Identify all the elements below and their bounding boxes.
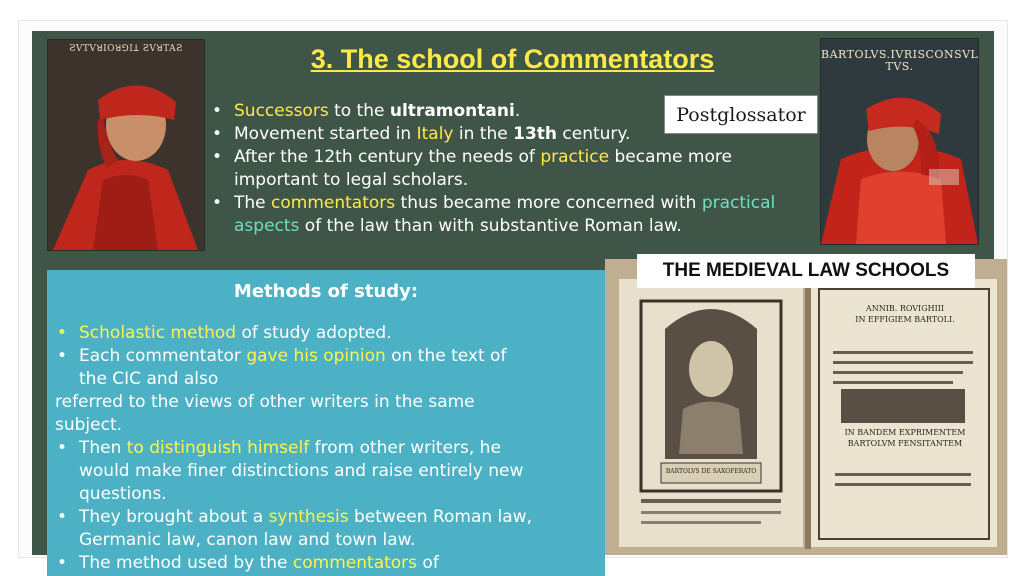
methods-line (47, 529, 605, 552)
bullet-dot: • (57, 438, 68, 458)
medieval-book-image (605, 259, 1007, 555)
bullet-text-run: practice (540, 147, 610, 167)
methods-title: Methods of study: (233, 281, 419, 302)
methods-text-run: of (417, 553, 439, 573)
methods-text-run: commentators (292, 553, 418, 573)
bullet-text-run: . (514, 101, 521, 121)
methods-text-run: to distinguish himself (126, 438, 310, 458)
bullet-text-run: commentators (271, 193, 396, 213)
right-portrait-image (820, 38, 979, 245)
bullet-text-run: century. (557, 124, 631, 144)
bullet-text-run: Successors (234, 101, 329, 121)
methods-text-run: would make finer distinctions and raise entirely new (79, 461, 524, 481)
methods-text-run: The method used by the (79, 553, 293, 573)
bullet-text-run: 13th (513, 124, 557, 144)
slide-title: 3. The school of Commentators (310, 44, 715, 74)
methods-line (47, 552, 605, 575)
bullet-dot: • (57, 553, 68, 573)
methods-text-run: referred to the views of other writers in the same (55, 392, 475, 412)
methods-line (47, 391, 605, 414)
postglossator-label: Postglossator (664, 95, 818, 134)
methods-text-run: Each commentator (79, 346, 247, 366)
methods-line (47, 506, 605, 529)
book-right-mid: IN BANDEM EXPRIMENTEM BARTOLVM FENSITANTEM (844, 428, 966, 448)
bullet-text-run: Movement started in (234, 124, 417, 144)
methods-text-run: Germanic law, canon law and town law. (79, 530, 416, 550)
book-left-caption: BARTOLVS DE SAXOFERATO (665, 468, 757, 475)
bullet-text-run: Italy (416, 124, 454, 144)
methods-text-run: gave his opinion (246, 346, 386, 366)
methods-line (47, 460, 605, 483)
methods-text-run: subject. (55, 415, 123, 435)
bullet-text-run: practical aspects (234, 193, 776, 236)
bullet-dot: • (57, 323, 68, 343)
methods-line (47, 414, 605, 437)
methods-text-run: of study adopted. (236, 323, 392, 343)
left-portrait-image (47, 39, 205, 251)
bullet-dot: • (57, 507, 68, 527)
methods-text-run: on the text of (385, 346, 507, 366)
bullet-text-run: ultramontani (389, 101, 515, 121)
methods-text-run: between Roman law, (348, 507, 532, 527)
methods-text-run: the CIC and also (79, 369, 219, 389)
methods-line (47, 368, 605, 391)
left-portrait-caption: ƧVTVꓤIOꓤꓨIꓕ ƧVꓤTAƧ (69, 44, 183, 54)
methods-text-run: synthesis (268, 507, 349, 527)
methods-text-run: They brought about a (79, 507, 269, 527)
medieval-law-schools-banner: THE MEDIEVAL LAW SCHOOLS (637, 254, 975, 288)
methods-lines (47, 322, 605, 575)
bullet-dot: • (57, 346, 68, 366)
bullet-text-run: After the 12th century the needs of (234, 147, 541, 167)
portrait-illustration (48, 40, 204, 250)
methods-text-run: from other writers, he (309, 438, 501, 458)
bullet-text-run: to the (328, 101, 390, 121)
bullet-text-run: in the (453, 124, 514, 144)
methods-line (47, 345, 605, 368)
methods-line (47, 322, 605, 345)
methods-text-run: Scholastic method (79, 323, 237, 343)
methods-of-study-box (47, 270, 605, 576)
methods-text-run: questions. (79, 484, 167, 504)
bullet-text-run: The (234, 193, 272, 213)
intro-bullet (210, 146, 810, 192)
methods-line (47, 437, 605, 460)
intro-bullet (210, 192, 810, 238)
methods-text-run: Then (79, 438, 127, 458)
right-portrait-caption: BARTOLVS.IVRISCONSVL TVS. (821, 48, 979, 73)
bullet-text-run: of the law than with substantive Roman law. (299, 216, 682, 236)
book-right-heading: ANNIB. ROVIGHIII IN EFFIGIEM BARTOLI. (855, 304, 955, 324)
bullet-text-run: thus became more concerned with (395, 193, 702, 213)
bullet-text-run: became more important to legal scholars. (234, 147, 732, 190)
methods-line (47, 483, 605, 506)
